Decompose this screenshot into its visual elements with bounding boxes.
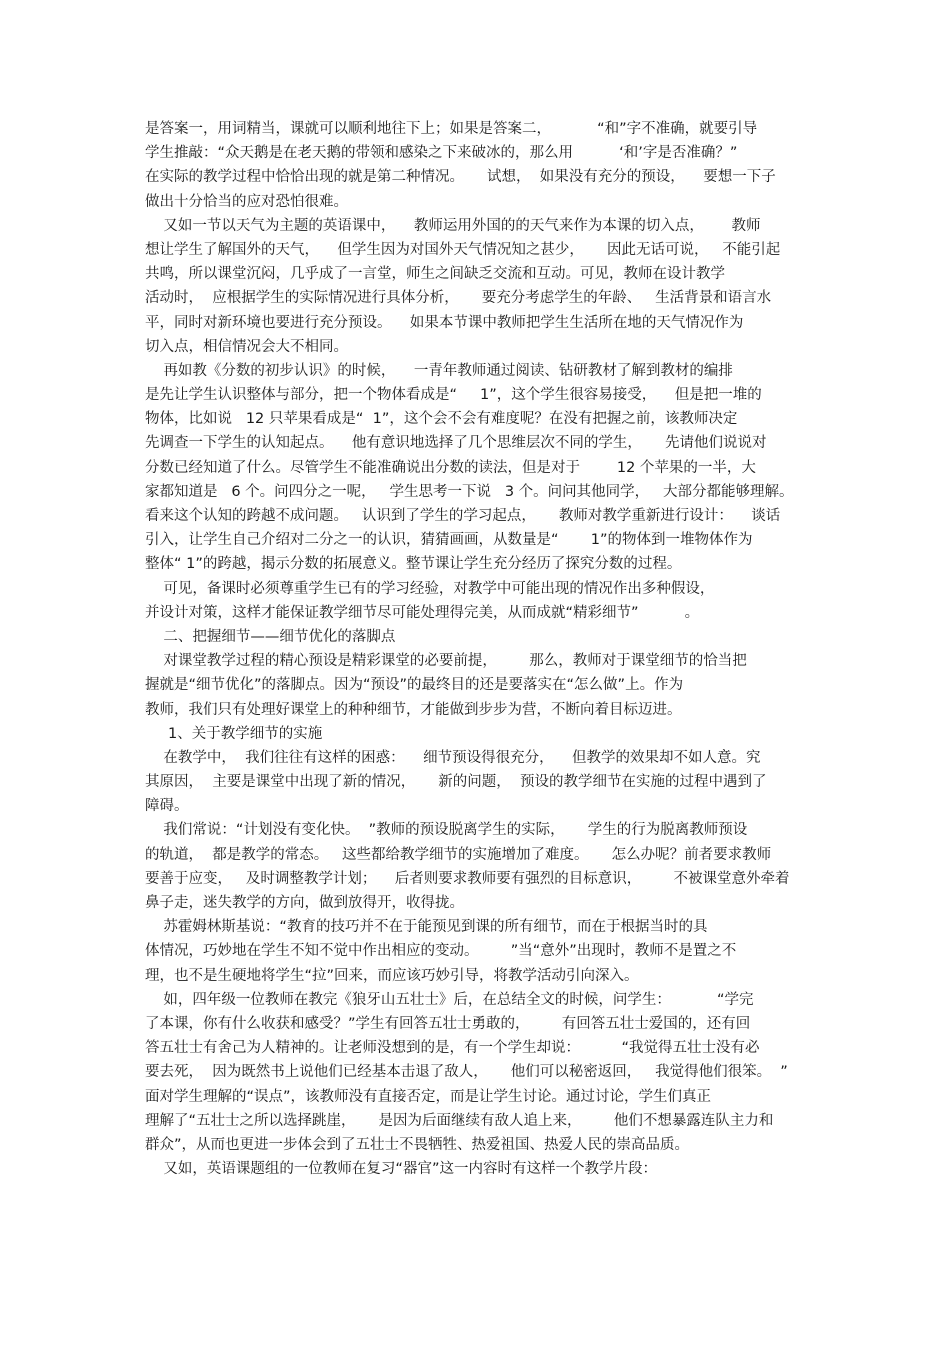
text-line: 其原因， 主要是课堂中出现了新的情况， 新的问题， 预设的教学细节在实施的过程中遇到了 bbox=[145, 774, 767, 791]
text-line: 对课堂教学过程的精心预设是精彩课堂的必要前提， 那么，教师对于课堂细节的恰当把 bbox=[145, 653, 747, 670]
text-line: 想让学生了解国外的天气， 但学生因为对国外天气情况知之甚少， 因此无话可说， 不能引起 bbox=[145, 241, 781, 258]
text-line: 握就是“细节优化”的落脚点。因为“预设”的最终目的还是要落实在“怎么做”上。作为 bbox=[145, 677, 684, 694]
text-line: 鼻子走，迷失教学的方向，做到放得开，收得拢。 bbox=[145, 895, 464, 911]
text-line: 理，也不是生硬地将学生“拉”回来，而应该巧妙引导，将教学活动引向深入。 bbox=[145, 967, 639, 984]
text-line: 苏霍姆林斯基说：“教育的技巧并不在于能预见到课的所有细节，而在于根据当时的具 bbox=[145, 919, 708, 936]
text-line: 我们常说：“计划没有变化快。 ”教师的预设脱离学生的实际， 学生的行为脱离教师预设 bbox=[145, 822, 748, 839]
text-line: 物体，比如说 12 只苹果看成是“ 1”，这个会不会有难度呢？在没有把握之前，该教师决定 bbox=[145, 411, 738, 428]
text-line: 切入点，相信情况会大不相同。 bbox=[145, 338, 348, 355]
text-line: 体情况，巧妙地在学生不知不觉中作出相应的变动。 ”当“意外”出现时，教师不是置之不 bbox=[145, 943, 737, 960]
text-line: 可见，备课时必须尊重学生已有的学习经验，对教学中可能出现的情况作出多种假设， bbox=[145, 580, 715, 597]
text-line: 并设计对策，这样才能保证教学细节尽可能处理得完美，从而成就“精彩细节” 。 bbox=[145, 604, 700, 621]
text-line: 在教学中， 我们往往有这样的困惑： 细节预设得很充分， 但教学的效果却不如人意。究 bbox=[145, 749, 761, 766]
document-page bbox=[145, 117, 810, 1181]
text-line: 了本课，你有什么收获和感受？”学生有回答五壮士勇敢的， 有回答五壮士爱国的，还有回 bbox=[145, 1015, 751, 1032]
text-line: 是先让学生认识整体与部分，把一个物体看成是“ 1”，这个学生很容易接受， 但是把一堆的 bbox=[145, 387, 762, 404]
text-line: 的轨道， 都是教学的常态。 这些都给教学细节的实施增加了难度。 怎么办呢？前者要求教师 bbox=[145, 846, 772, 863]
text-line: 先调查一下学生的认知起点。 他有意识地选择了几个思维层次不同的学生， 先请他们说说对 bbox=[145, 435, 767, 452]
text-line: 群众”，从而也更进一步体会到了五壮士不畏牺牲、热爱祖国、热爱人民的崇高品质。 bbox=[145, 1136, 690, 1153]
text-line: 引入，让学生自己介绍对二分之一的认识，猜猜画画，从数量是“ 1”的物体到一堆物体作为 bbox=[145, 532, 753, 549]
text-line: 分数已经知道了什么。尽管学生不能准确说出分数的读法，但是对于 12 个苹果的一半，大 bbox=[145, 459, 756, 476]
text-line: 再如教《分数的初步认识》的时候， 一青年教师通过阅读、钻研教材了解到教材的编排 bbox=[145, 362, 733, 379]
text-line: 家都知道是 6 个。问四分之一呢， 学生思考一下说 3 个。问问其他同学， 大部分都能够理解。 bbox=[145, 483, 794, 500]
text-line: 看来这个认知的跨越不成问题。 认识到了学生的学习起点， 教师对教学重新进行设计： 谈话 bbox=[145, 508, 781, 524]
text-line: 答五壮士有舍己为人精神的。让老师没想到的是，有一个学生却说： “我觉得五壮士没有必 bbox=[145, 1040, 760, 1057]
text-line: 面对学生理解的“误点”，该教师没有直接否定，而是让学生讨论。通过讨论，学生们真正 bbox=[145, 1088, 712, 1105]
section-heading: 二、把握细节——细节优化的落脚点 bbox=[145, 628, 396, 645]
text-line: 教师，我们只有处理好课堂上的种种细节，才能做到步步为营，不断向着目标迈进。 bbox=[145, 701, 682, 718]
text-line: 共鸣，所以课堂沉闷，几乎成了一言堂，师生之间缺乏交流和互动。可见，教师在设计教学 bbox=[145, 266, 725, 283]
text-line: 学生推敲：“众天鹅是在老天鹅的带领和感染之下来破冰的，那么用 ‘和’字是否准确？” bbox=[145, 145, 738, 162]
text-line: 是答案一，用词精当，课就可以顺利地往下上；如果是答案二， “和”字不准确，就要引导 bbox=[145, 121, 758, 137]
text-line: 平，同时对新环境也要进行充分预设。 如果本节课中教师把学生生活所在地的天气情况作为 bbox=[145, 314, 744, 331]
text-line: 要去死， 因为既然书上说他们已经基本击退了敌人， 他们可以秘密返回， 我觉得他们很笨。 ” bbox=[145, 1064, 788, 1081]
subsection-heading: 1、关于教学细节的实施 bbox=[145, 725, 323, 742]
text-line: 又如，英语课题组的一位教师在复习“器官”这一内容时有这样一个教学片段： bbox=[145, 1161, 657, 1178]
text-line: 在实际的教学过程中恰恰出现的就是第二种情况。 试想， 如果没有充分的预设， 要想一下子 bbox=[145, 169, 776, 186]
text-line: 整体“ 1”的跨越，揭示分数的拓展意义。整节课让学生充分经历了探究分数的过程。 bbox=[145, 556, 682, 573]
text-line: 做出十分恰当的应对恐怕很难。 bbox=[145, 193, 348, 210]
text-line: 又如一节以天气为主题的英语课中， 教师运用外国的的天气来作为本课的切入点， 教师 bbox=[145, 217, 761, 234]
text-line: 活动时， 应根据学生的实际情况进行具体分析， 要充分考虑学生的年龄、 生活背景和语言水 bbox=[145, 290, 772, 307]
text-line: 如，四年级一位教师在教完《狼牙山五壮士》后，在总结全文的时候，问学生： “学完 bbox=[145, 991, 754, 1008]
text-line: 障碍。 bbox=[145, 798, 189, 815]
text-line: 要善于应变， 及时调整教学计划； 后者则要求教师要有强烈的目标意识， 不被课堂意外牵着 bbox=[145, 870, 790, 887]
text-line: 理解了“五壮士之所以选择跳崖， 是因为后面继续有敌人追上来， 他们不想暴露连队主力和 bbox=[145, 1112, 774, 1129]
